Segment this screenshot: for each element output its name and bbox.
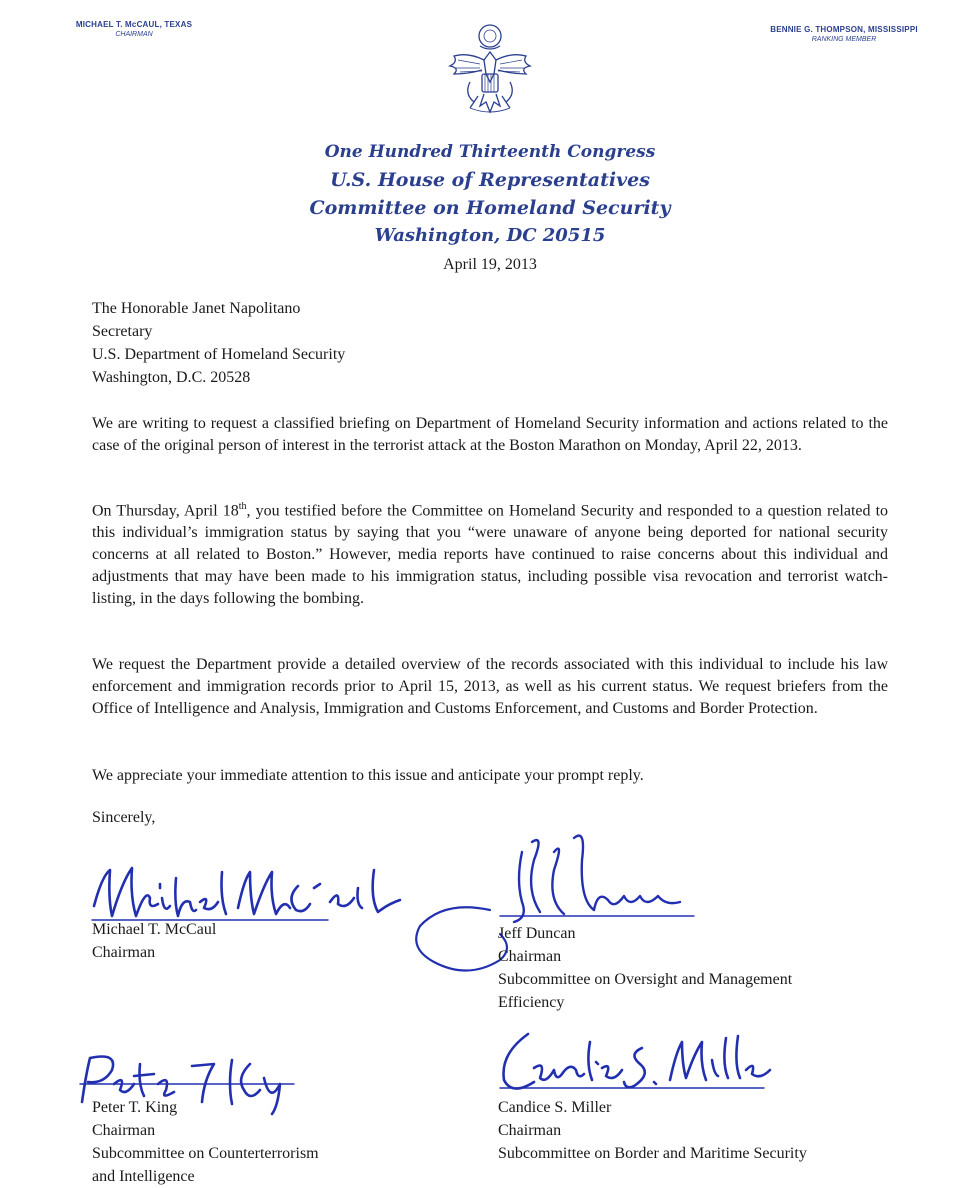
house-line: U.S. House of Representatives bbox=[330, 169, 650, 191]
ranking-member-header bbox=[744, 25, 944, 45]
recipient-department: U.S. Department of Homeland Security bbox=[92, 346, 346, 363]
congress-line: One Hundred Thirteenth Congress bbox=[324, 142, 656, 162]
signer-subcommittee-1: Subcommittee on Border and Maritime Security bbox=[498, 1145, 807, 1162]
recipient-title: Secretary bbox=[92, 323, 153, 340]
signer-mccaul bbox=[92, 918, 216, 964]
signer-subcommittee-2: and Intelligence bbox=[92, 1168, 195, 1185]
signer-name: Candice S. Miller bbox=[498, 1099, 612, 1116]
committee-line: Committee on Homeland Security bbox=[309, 197, 671, 219]
p2-superscript: th bbox=[238, 501, 247, 512]
signer-name: Jeff Duncan bbox=[498, 925, 576, 942]
signer-miller bbox=[498, 1096, 807, 1165]
chairman-header-name: MICHAEL T. McCAUL, TEXAS bbox=[75, 20, 193, 29]
signer-subcommittee-2: Efficiency bbox=[498, 994, 565, 1011]
recipient-address bbox=[92, 297, 345, 389]
great-seal-eagle-icon bbox=[440, 22, 540, 118]
signer-subcommittee-1: Subcommittee on Oversight and Management bbox=[498, 971, 793, 988]
signer-name: Peter T. King bbox=[92, 1099, 178, 1116]
signer-title: Chairman bbox=[92, 1122, 156, 1139]
body-paragraph-3: We request the Department provide a detailed overview of the records associated with this individual to include his law enforcement and immigration records prior to April 15, 2013, as well as his current status. We request briefers from the Office of Intelligence and Analysis, Immigration and Customs Enforcement, and Customs and Border Protection. bbox=[92, 656, 888, 717]
body-paragraph-2 bbox=[92, 496, 888, 610]
city-line: Washington, DC 20515 bbox=[374, 225, 606, 246]
ranking-member-name: BENNIE G. THOMPSON, MISSISSIPPI bbox=[770, 25, 918, 34]
letter-date: April 19, 2013 bbox=[443, 256, 537, 273]
signer-title: Chairman bbox=[92, 944, 156, 961]
body-paragraph-1: We are writing to request a classified briefing on Department of Homeland Security information and actions related to the case of the original person of interest in the terrorist attack at the Boston Marathon on Monday, April 22, 2013. bbox=[92, 415, 888, 454]
p2-after: , you testified before the Committee on Homeland Security and responded to a question related to this individual’s immigration status by saying that you “were unaware of anyone being deported for national security concerns at all related to Boston.” However, media reports have continued to raise concerns about this individual and adjustments that may have been made to his immigration status, including possible visa revocation and terrorist watch-listing, in the days following the bombing. bbox=[92, 502, 889, 608]
ranking-member-role: RANKING MEMBER bbox=[811, 36, 877, 43]
chairman-header bbox=[44, 20, 224, 40]
closing-line: Sincerely, bbox=[92, 809, 156, 826]
body-paragraph-4: We appreciate your immediate attention to this issue and anticipate your prompt reply. bbox=[92, 767, 644, 784]
recipient-name: The Honorable Janet Napolitano bbox=[92, 300, 301, 317]
signer-subcommittee-1: Subcommittee on Counterterrorism bbox=[92, 1145, 319, 1162]
signer-title: Chairman bbox=[498, 948, 562, 965]
chairman-header-role: CHAIRMAN bbox=[115, 31, 153, 38]
signature-miller bbox=[494, 1024, 774, 1104]
p2-before: On Thursday, April 18 bbox=[92, 502, 239, 520]
signer-name: Michael T. McCaul bbox=[92, 921, 217, 938]
signer-duncan bbox=[498, 922, 792, 1014]
signer-title: Chairman bbox=[498, 1122, 562, 1139]
signer-king bbox=[92, 1096, 319, 1188]
recipient-city: Washington, D.C. 20528 bbox=[92, 369, 251, 386]
